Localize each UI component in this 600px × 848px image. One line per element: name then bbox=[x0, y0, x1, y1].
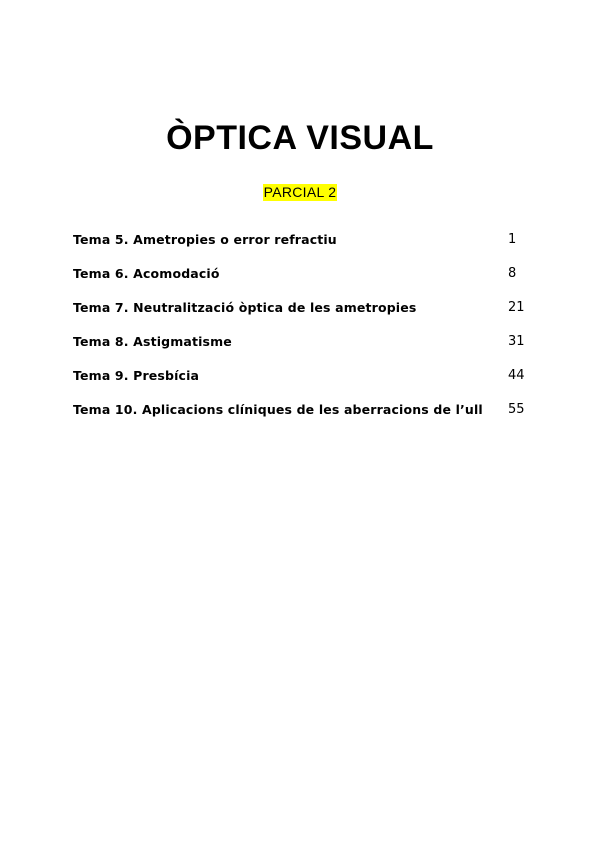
toc-entry-page-number: 1 bbox=[508, 232, 517, 247]
toc-entry-label: Tema 5. Ametropies o error refractiu bbox=[73, 232, 337, 247]
toc-entry-label: Tema 7. Neutralització òptica de les ametropies bbox=[73, 300, 417, 315]
toc-entry-label: Tema 9. Presbícia bbox=[73, 368, 200, 383]
toc-entry-page-number: 55 bbox=[508, 402, 525, 417]
toc-entry bbox=[73, 368, 528, 402]
toc-entry bbox=[73, 266, 528, 300]
document-title: ÒPTICA VISUAL bbox=[166, 119, 434, 157]
toc-entry-label: Tema 6. Acomodació bbox=[73, 266, 220, 281]
subtitle-container bbox=[0, 182, 600, 201]
toc-entry-label: Tema 8. Astigmatisme bbox=[73, 334, 232, 349]
toc-entry bbox=[73, 232, 528, 266]
toc-entry-page-number: 31 bbox=[508, 334, 525, 349]
toc-entry bbox=[73, 300, 528, 334]
table-of-contents bbox=[73, 232, 528, 436]
toc-entry bbox=[73, 402, 528, 436]
toc-entry-page-number: 44 bbox=[508, 368, 525, 383]
toc-entry-page-number: 21 bbox=[508, 300, 525, 315]
toc-entry-label: Tema 10. Aplicacions clíniques de les aberracions de l’ull bbox=[73, 402, 483, 417]
document-subtitle: PARCIAL 2 bbox=[263, 184, 337, 200]
toc-entry bbox=[73, 334, 528, 368]
toc-entry-page-number: 8 bbox=[508, 266, 517, 281]
